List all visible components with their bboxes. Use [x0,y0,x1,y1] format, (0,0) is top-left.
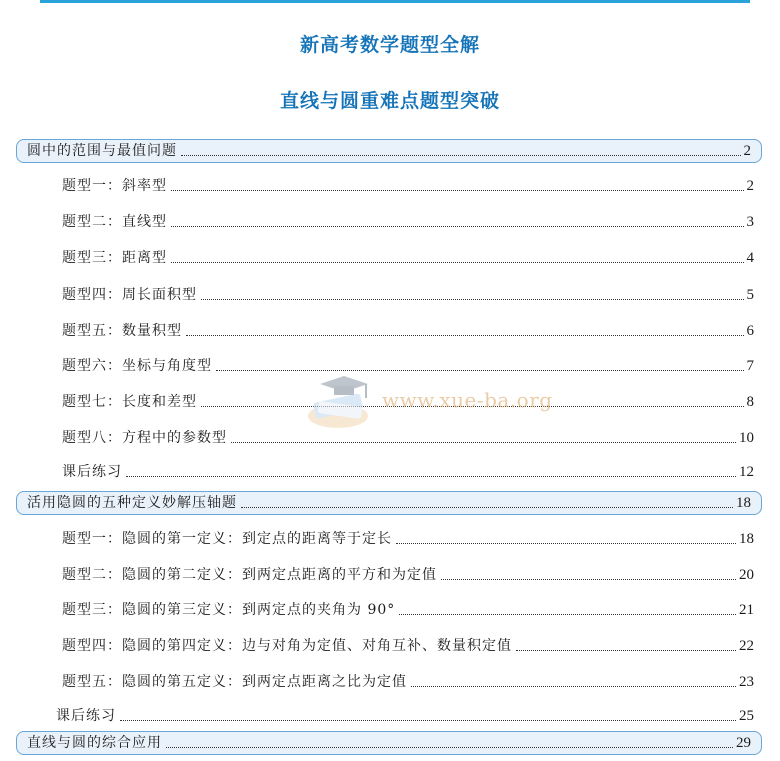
toc-page-number: 21 [739,602,754,618]
toc-item-label: 题型三：隐圆的第三定义：到两定点的夹角为 90° [62,602,396,618]
toc-item-label: 课后练习 [56,708,116,724]
toc-page-number: 23 [739,674,754,690]
leader-dots [166,747,733,748]
toc-page-number: 2 [743,143,751,159]
toc-item[interactable] [62,318,754,340]
toc-item-label: 题型四：周长面积型 [62,287,197,303]
toc-item-label: 题型二：隐圆的第二定义：到两定点距离的平方和为定值 [62,567,437,583]
toc-page-number: 3 [746,214,754,230]
toc-item[interactable] [62,526,754,548]
toc-page-number: 29 [736,735,751,751]
leader-dots [181,155,741,156]
toc-item-label: 题型四：隐圆的第四定义：边与对角为定值、对角互补、数量积定值 [62,638,512,654]
toc-page-number: 5 [746,287,754,303]
toc-page-number: 6 [746,323,754,339]
leader-dots [231,442,736,443]
leader-dots [441,579,736,580]
leader-dots [186,335,744,336]
toc-page-number: 12 [739,464,754,480]
document-title: 新高考数学题型全解 [299,34,480,56]
toc-page-number: 8 [746,394,754,410]
toc-page-number: 2 [746,178,754,194]
toc-item-label: 题型七：长度和差型 [62,394,197,410]
toc-page-number: 4 [746,250,754,266]
toc-item-label: 题型三：距离型 [62,250,167,266]
toc-item[interactable] [62,562,754,584]
leader-dots [126,476,736,477]
graduation-cap-books-icon [300,368,380,438]
toc-page-number: 10 [739,430,754,446]
toc-page-number: 20 [739,567,754,583]
toc-item-label: 题型一：斜率型 [62,178,167,194]
toc-page-number: 22 [739,638,754,654]
toc-item[interactable] [62,459,754,481]
leader-dots [171,226,744,227]
toc-item[interactable] [62,669,754,691]
toc-section-2[interactable] [16,491,762,515]
toc-page-number: 18 [736,495,751,511]
leader-dots [171,262,744,263]
toc-section-label: 直线与圆的综合应用 [27,735,162,751]
toc-section-label: 圆中的范围与最值问题 [27,143,177,159]
leader-dots [516,650,736,651]
leader-dots [120,720,736,721]
leader-dots [201,299,744,300]
toc-page-number: 7 [746,358,754,374]
toc-section-3[interactable] [16,731,762,755]
toc-section-label: 活用隐圆的五种定义妙解压轴题 [27,495,237,511]
toc-item[interactable] [62,597,754,619]
watermark-text: www.xue-ba.org [382,388,553,412]
toc-item[interactable] [62,633,754,655]
toc-page-number: 18 [739,531,754,547]
watermark [300,368,560,438]
toc-item-label: 题型六：坐标与角度型 [62,358,212,374]
toc-item[interactable] [56,703,754,725]
toc-section-1[interactable] [16,139,762,163]
toc-item-label: 课后练习 [62,464,122,480]
document-subtitle: 直线与圆重难点题型突破 [279,90,500,112]
toc-item-label: 题型八：方程中的参数型 [62,430,227,446]
toc-item-label: 题型五：数量积型 [62,323,182,339]
toc-item-label: 题型五：隐圆的第五定义：到两定点距离之比为定值 [62,674,407,690]
toc-item-label: 题型二：直线型 [62,214,167,230]
leader-dots [396,543,736,544]
toc-item[interactable] [62,173,754,195]
toc-item-label: 题型一：隐圆的第一定义：到定点的距离等于定长 [62,531,392,547]
leader-dots [399,614,736,615]
toc-item[interactable] [62,209,754,231]
leader-dots [411,686,736,687]
toc-page-number: 25 [739,708,754,724]
leader-dots [241,507,733,508]
toc-item[interactable] [62,245,754,267]
leader-dots [171,190,744,191]
toc-item[interactable] [62,282,754,304]
